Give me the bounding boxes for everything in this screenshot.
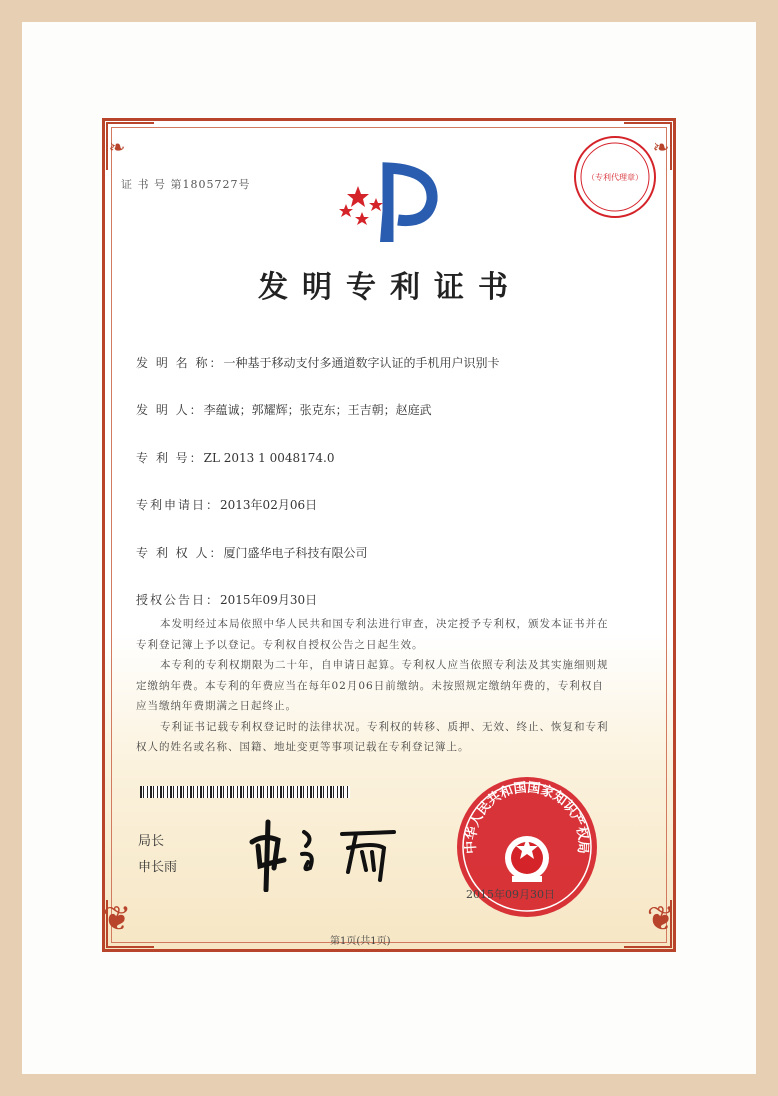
certificate-body bbox=[136, 614, 614, 758]
field-value: 一种基于移动支付多通道数字认证的手机用户识别卡 bbox=[223, 356, 500, 370]
swirl-ornament-icon: ❦ bbox=[646, 899, 676, 939]
patent-office-logo-icon bbox=[336, 158, 440, 248]
body-paragraph: 本专利的专利权期限为二十年，自申请日起算。专利权人应当依照专利法及其实施细则规定缴纳年费。本专利的年费应当在每年02月06日前缴纳。未按照规定缴纳年费的，专利权自应当缴纳年费期满之日起终止。 bbox=[136, 659, 609, 712]
seal-text-path: 中华人民共和国国家知识产权局 bbox=[463, 780, 591, 855]
field-invention-name bbox=[136, 354, 499, 371]
field-label: 发 明 人： bbox=[136, 403, 204, 417]
field-value: ZL 2013 1 0048174.0 bbox=[203, 451, 335, 465]
agency-stamp bbox=[570, 132, 660, 222]
body-paragraph: 专利证书记载专利权登记时的法律状况。专利权的转移、质押、无效、终止、恢复和专利权人的姓名或名称、国籍、地址变更等事项记载在专利登记簿上。 bbox=[136, 720, 609, 753]
page-number: 第1页(共1页) bbox=[330, 936, 391, 947]
agency-stamp-text: （专利代理章） bbox=[587, 173, 643, 182]
seal-date: 2015年09月30日 bbox=[466, 888, 555, 901]
field-value: 厦门盛华电子科技有限公司 bbox=[223, 546, 368, 560]
certificate-title: 发明专利证书 bbox=[258, 270, 522, 305]
field-inventors bbox=[136, 401, 432, 418]
swirl-ornament-icon: ❧ bbox=[652, 135, 670, 159]
field-label: 发 明 名 称： bbox=[136, 356, 224, 370]
field-label: 专 利 号： bbox=[136, 451, 204, 465]
director-title: 局长 bbox=[138, 834, 165, 849]
barcode bbox=[140, 786, 350, 798]
swirl-ornament-icon: ❦ bbox=[102, 899, 132, 939]
field-application-date bbox=[136, 496, 317, 513]
swirl-ornament-icon: ❧ bbox=[108, 135, 126, 159]
field-label: 授权公告日： bbox=[136, 593, 221, 607]
certificate-number: 证 书 号 第1805727号 bbox=[121, 178, 251, 191]
body-paragraph: 本发明经过本局依照中华人民共和国专利法进行审查，决定授予专利权，颁发本证书并在专利登记簿上予以登记。专利权自授权公告之日起生效。 bbox=[136, 618, 609, 651]
director-signature bbox=[244, 812, 404, 892]
field-value: 2013年02月06日 bbox=[220, 498, 318, 512]
field-patent-number bbox=[136, 449, 334, 466]
field-value: 李蕴诚；郭耀辉；张克东；王吉朝；赵庭武 bbox=[203, 403, 432, 417]
field-label: 专 利 权 人： bbox=[136, 546, 224, 560]
field-grant-date bbox=[136, 591, 317, 608]
field-patentee bbox=[136, 544, 367, 561]
field-label: 专利申请日： bbox=[136, 498, 221, 512]
director-name: 申长雨 bbox=[138, 860, 178, 875]
field-value: 2015年09月30日 bbox=[220, 593, 318, 607]
